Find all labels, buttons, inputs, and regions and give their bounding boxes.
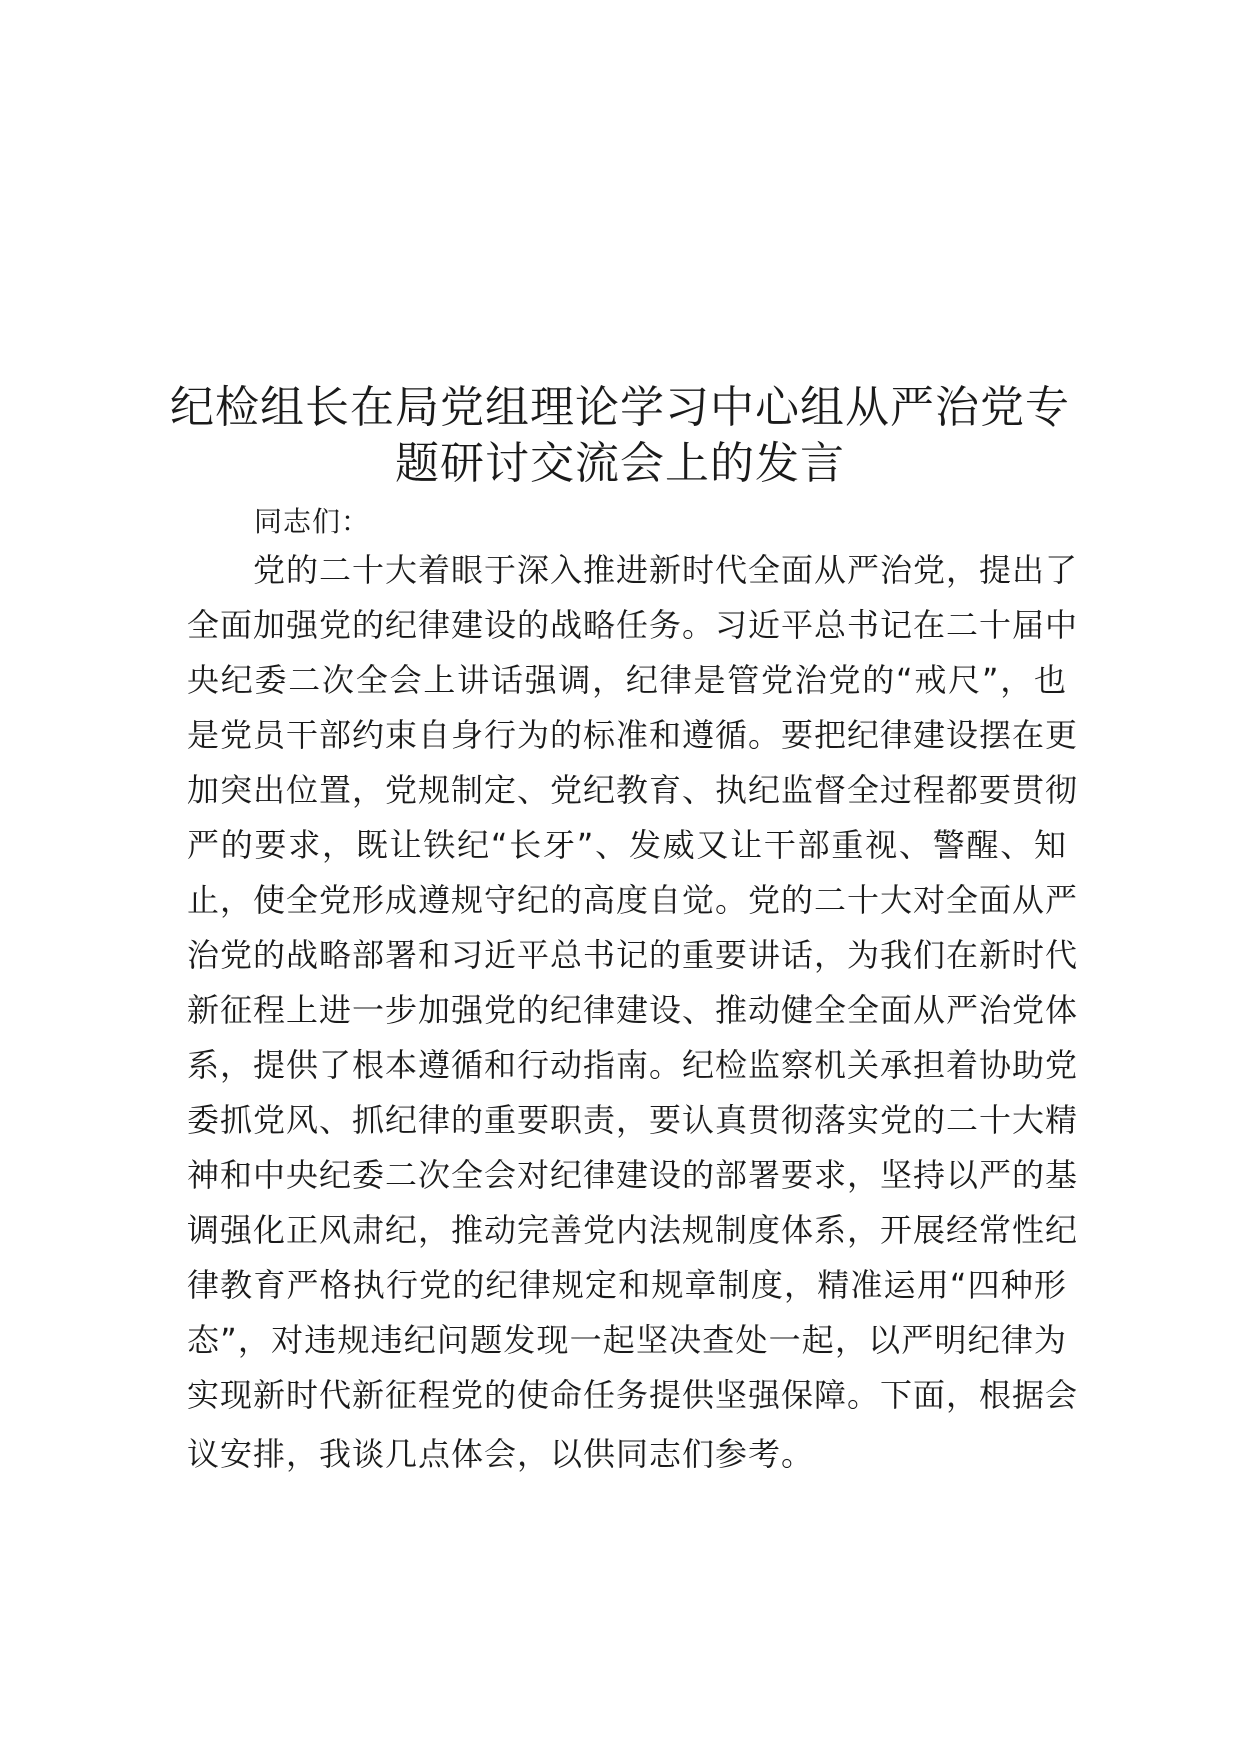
body-line: 治党的战略部署和习近平总书记的重要讲话，为我们在新时代 [187, 936, 1079, 974]
body-line: 议安排，我谈几点体会，以供同志们参考。 [187, 1435, 815, 1473]
body-line: 止，使全党形成遵规守纪的高度自觉。党的二十大对全面从严 [187, 881, 1079, 919]
body-line: 新征程上进一步加强党的纪律建设、推动健全全面从严治党体 [187, 991, 1079, 1029]
title-line-2: 题研讨交流会上的发言 [395, 438, 845, 489]
body-line: 律教育严格执行党的纪律规定和规章制度，精准运用“四种形 [187, 1266, 1067, 1304]
salutation: 同志们： [254, 505, 371, 538]
body-line: 是党员干部约束自身行为的标准和遵循。要把纪律建设摆在更 [187, 716, 1079, 754]
document-title [150, 380, 1090, 492]
body-line: 央纪委二次全会上讲话强调，纪律是管党治党的“戒尺”，也 [187, 661, 1067, 699]
body-line: 态”，对违规违纪问题发现一起坚决查处一起，以严明纪律为 [187, 1321, 1067, 1359]
body-line: 严的要求，既让铁纪“长牙”、发威又让干部重视、警醒、知 [187, 826, 1067, 864]
body-line: 神和中央纪委二次全会对纪律建设的部署要求，坚持以严的基 [187, 1156, 1079, 1194]
body-line: 党的二十大着眼于深入推进新时代全面从严治党，提出了 [253, 551, 1079, 589]
body-line: 全面加强党的纪律建设的战略任务。习近平总书记在二十届中 [187, 606, 1079, 644]
body-line: 委抓党风、抓纪律的重要职责，要认真贯彻落实党的二十大精 [187, 1101, 1079, 1139]
title-line-1: 纪检组长在局党组理论学习中心组从严治党专 [170, 382, 1070, 433]
body-line: 系，提供了根本遵循和行动指南。纪检监察机关承担着协助党 [187, 1046, 1079, 1084]
body-line: 调强化正风肃纪，推动完善党内法规制度体系，开展经常性纪 [187, 1211, 1079, 1249]
body-line: 加突出位置，党规制定、党纪教育、执纪监督全过程都要贯彻 [187, 771, 1079, 809]
body-line: 实现新时代新征程党的使命任务提供坚强保障。下面，根据会 [187, 1376, 1079, 1414]
